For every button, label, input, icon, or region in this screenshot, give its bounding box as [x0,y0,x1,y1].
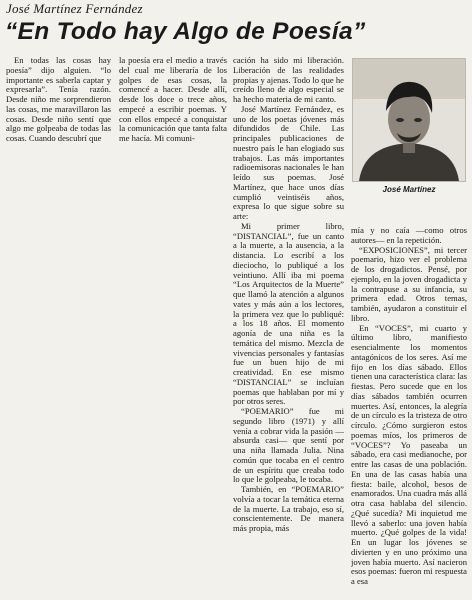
paragraph: la poesía era el medio a través del cual me liberaría de los golpes de esas cosas, la comencé a hacer. Desde allí, desde los doce o trece años, empecé a escribir poemas. Y con ellos empecé a conquistar la comunicación que tanta falta me hacía. Mi comuni- [119,56,227,143]
article-column-1 [6,56,111,146]
article-column-3 [233,56,344,596]
article-column-4 [351,226,467,596]
paragraph: En “VOCES”, mi cuarto y último libro, manifiesto esencialmente los momentos antagónicos de los seres. Así me fijo en los días sábado. Ellos tienen una característica clara: las fiestas. Pero sucede que en los días sábados también ocurren muertes. Así, entonces, la alegría de un círculo es la tristeza de otro círculo. ¿Cómo surgieron estos poemas míos, los primeros de “VOCES”? Yo paseaba un sábado, era casi medianoche, por entre las casas de una población. En una de las casas había una fiesta: baile, alcohol, besos de enamorados. Una cuadra más allá otra casa hablaba del silencio. ¿Qué sucedía? Mi inquietud me llevó a saberlo: una joven había muerto. ¿Qué golpes de la vida! En un lugar los jóvenes se divierten y en uno próximo una joven había muerto. Así nacieron esos poemas: fueron mi respuesta a esa [351,322,467,586]
paragraph: Mi primer libro, “DISTANCIAL”, fue un canto a la muerte, a la ausencia, a la distancia. Lo escribí a los dieciocho, lo publiqué a los veintiuno. Allí iba mi poema “Los Arquitectos de la Muerte” que llamó la atención a algunos vates y más aún a los lectores, la primera vez que lo publiqué: a los 18 años. El momento agonía de una niña es la temática del mismo. Mezcla de vivencias personales y fantasías fue un buen hijo de mi creatividad. En ese mismo “DISTANCIAL” se incluían poemas que hablaban por mí y por otros seres. [233,220,344,407]
paragraph: mía y no caía —como otros autores— en la repetición. [351,226,467,245]
article-column-2 [119,56,227,146]
photo-caption: José Martínez [382,185,436,194]
author-photo [352,58,466,182]
paragraph: “EXPOSICIONES”, mi tercer poemario, hizo ver el problema de los drogadictos. Pensé, por ejemplo, en la joven drogadicta y la contrapuse a su infancia, su primera edad. Otros temas, también, ayudaron a constituir el libro. [351,244,467,323]
byline: José Martínez Fernández [6,1,143,16]
paragraph: “POEMARIO” fue mi segundo libro (1971) y allí venía a cobrar vida la pasión —absurda casi— que sentí por una niña llamada Julia. Nina común que tocaba en el centro de un espíritu que creaba todo lo que le golpeaba, le tocaba. [233,406,344,485]
paragraph: cación ha sido mi liberación. Liberación de las realidades propias y ajenas. Todo lo que he creído lleno de algo especial se ha hecho materia de mi canto. [233,56,344,104]
paragraph: En todas las cosas hay poesía” dijo alguien. “lo importante es saberla captar y expresarla”. Tenía razón. Desde niño me sorprendieron las cosas, me maravillaron las cosas. Desde niño sentí que algo me golpeaba de todas las cosas. Cuando descubrí que [6,56,111,143]
headline: “En Todo hay Algo de Poesía” [5,18,366,45]
portrait-image [353,59,465,181]
paragraph: También, en “POEMARIO” volvía a tocar la temática eterna de la muerte. La trabajo, eso sí, conscientemente. De manera más propia, más [233,484,344,533]
paragraph: José Martínez Fernández, es uno de los poetas jóvenes más difundidos de Chile. Las principales publicaciones de nuestro país le han elogiado sus trabajos. Las más importantes radioemisoras nacionales le han leído sus poemas. José Martínez, que hace unos días cumplió veintiséis años, expresa lo que sigue sobre su arte: [233,103,344,221]
